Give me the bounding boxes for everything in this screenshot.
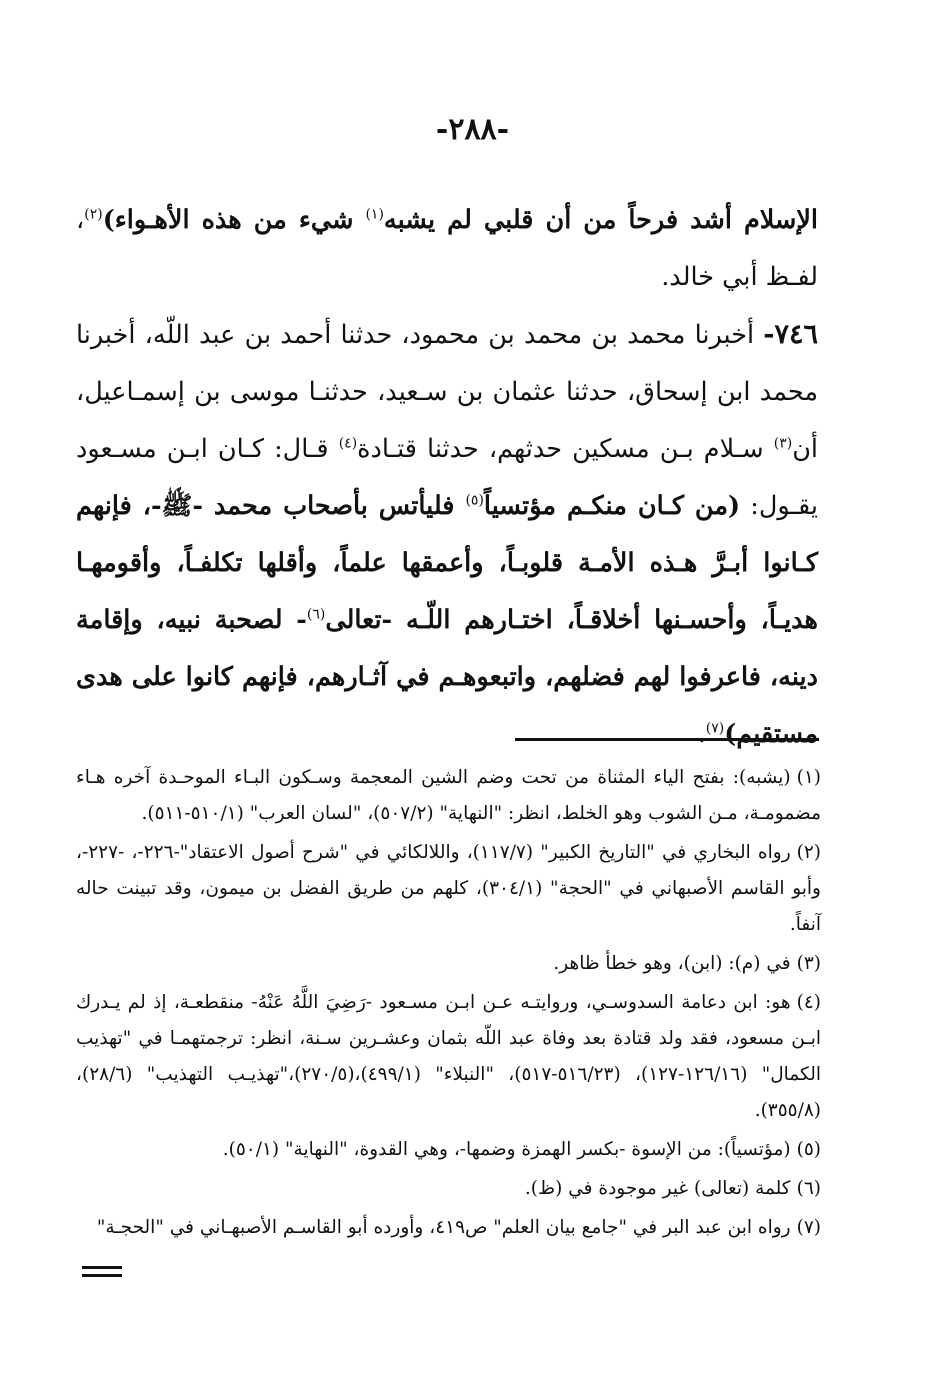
footnote-text: هو: ابن دعامة السدوسـي، وروايتـه عـن ابـن مسـعود -رَضِيَ اللَّهُ عَنْهُ- منقطعـة، إذ لم يـدرك ابـن مسعود، فقد ولد قتادة بعد وفاة عبد اللّه بثمان وعشـرين سـنة، انظر: ترجمتهمـا في "تهذيب الكمال" (١٢٦/١٦-١٢٧)، (٥١٦/٢٣-٥١٧)، "النبلاء" (٤٩٩/١)،(٢٧٠/٥)،"تهذيـب التهذيب" (٢٨/٦)، (٣٥٥/٨). [76,992,821,1121]
footnote-number: (٧) [796,1217,821,1238]
continuation-line [82,1274,122,1277]
footnote-number: (٢) [796,842,821,863]
isnad-text: قـال: كـان ابـن مسـعود يقـول: [76,434,818,521]
footnote-ref: (٤) [338,435,358,452]
footnote-text: (مؤتسياً): من الإسوة -بكسر الهمزة وضمها-، وهي القدوة، "النهاية" (٥٠/١). [222,1139,791,1160]
footnote-ref: (٢) [84,206,103,223]
footnote-ref: (٣) [773,435,793,452]
footnote-item [76,1171,821,1207]
footnote-number: (٦) [796,1178,821,1199]
matn-text: - لصحبة نبيه، وإقامة دينه، فاعرفوا لهم فضلهم، واتبعوهـم في آثـارهم، فإنهم كانوا على هدى مستقيم) [76,605,818,749]
footnote-item [76,985,821,1129]
hadith-paragraph [76,306,818,763]
text-bold: الإسلام أشد فرحاً من أن قلبي لم يشبه [383,205,818,235]
footnote-ref: (٧) [705,720,725,737]
text-bold: شيء من هذه الأهـواء) [102,205,366,235]
footnote-text: (يشبه): بفتح الياء المثناة من تحت وضم الشين المعجمة وسـكون البـاء الموحـدة آخره هـاء مضمومـة، مـن الشوب وهو الخلط، انظر: "النهاية" (٥٠٧/٢)، "لسان العرب" (٥١٠/١-٥١١). [76,767,821,824]
footnote-text: رواه ابن عبد البر في "جامع بيان العلم" ص٤١٩، وأورده أبو القاسـم الأصبهـاني في "الحجـة" [96,1217,791,1238]
footnote-ref: (٦) [306,606,326,623]
hadith-number: ٧٤٦- [763,319,818,350]
continuation-mark [82,1266,122,1280]
text-regular: . [697,719,706,749]
footnote-text: في (م): (ابن)، وهو خطأ ظاهر. [553,953,791,974]
paragraph-continuation [76,192,818,306]
footnote-number: (٥) [796,1139,821,1160]
isnad-text: سـلام بـن مسكين حدثهم، حدثنا قتـادة [357,434,774,464]
footnote-text: كلمة (تعالى) غير موجودة في (ظ). [524,1178,791,1199]
footnote-item [76,946,821,982]
main-text [76,192,818,763]
text-regular: ، لفـظ أبي خالد. [76,205,818,292]
footnote-number: (٤) [796,992,821,1013]
isnad-text: أخبرنا محمد بن محمد بن محمود، حدثنا أحمد بن عبد اللّه، أخبرنا محمد ابن إسحاق، حدثنا عثمان بن سـعيد، حدثنـا موسى بن إسمـاعيل، أن [76,320,818,464]
footnote-separator [515,738,819,741]
footnote-ref: (٥) [465,492,484,509]
footnote-number: (٣) [796,953,821,974]
footnote-text: رواه البخاري في "التاريخ الكبير" (١١٧/٧)، واللالكائي في "شرح أصول الاعتقاد"-٢٢٦-، -٢٢٧-، وأبو القاسم الأصبهاني في "الحجة" (٣٠٤/١)، كلهم من طريق الفضل بن ميمون، وقد تبينت حاله آنفاً. [76,842,821,935]
matn-text: (من كـان منكـم مؤتسياً [483,491,741,521]
page-number: -٢٨٨- [435,112,510,147]
footnote-item [76,1132,821,1168]
footnote-number: (١) [796,767,821,788]
footnote-item [76,835,821,943]
footnote-item [76,1210,821,1246]
footnote-ref: (١) [365,206,384,223]
footnotes [76,760,821,1249]
continuation-line [82,1266,122,1269]
footnote-item [76,760,821,832]
matn-text: فليأتس بأصحاب محمد -ﷺ-، فإنهم كـانوا أبـرَّ هـذه الأمـة قلوبـاً، وأعمقها علماً، وأقلها تكلفـاً، وأقومهـا هديـاً، وأحسـنها أخلاقـاً، اختـارهم اللّـه -تعالى [76,491,818,635]
